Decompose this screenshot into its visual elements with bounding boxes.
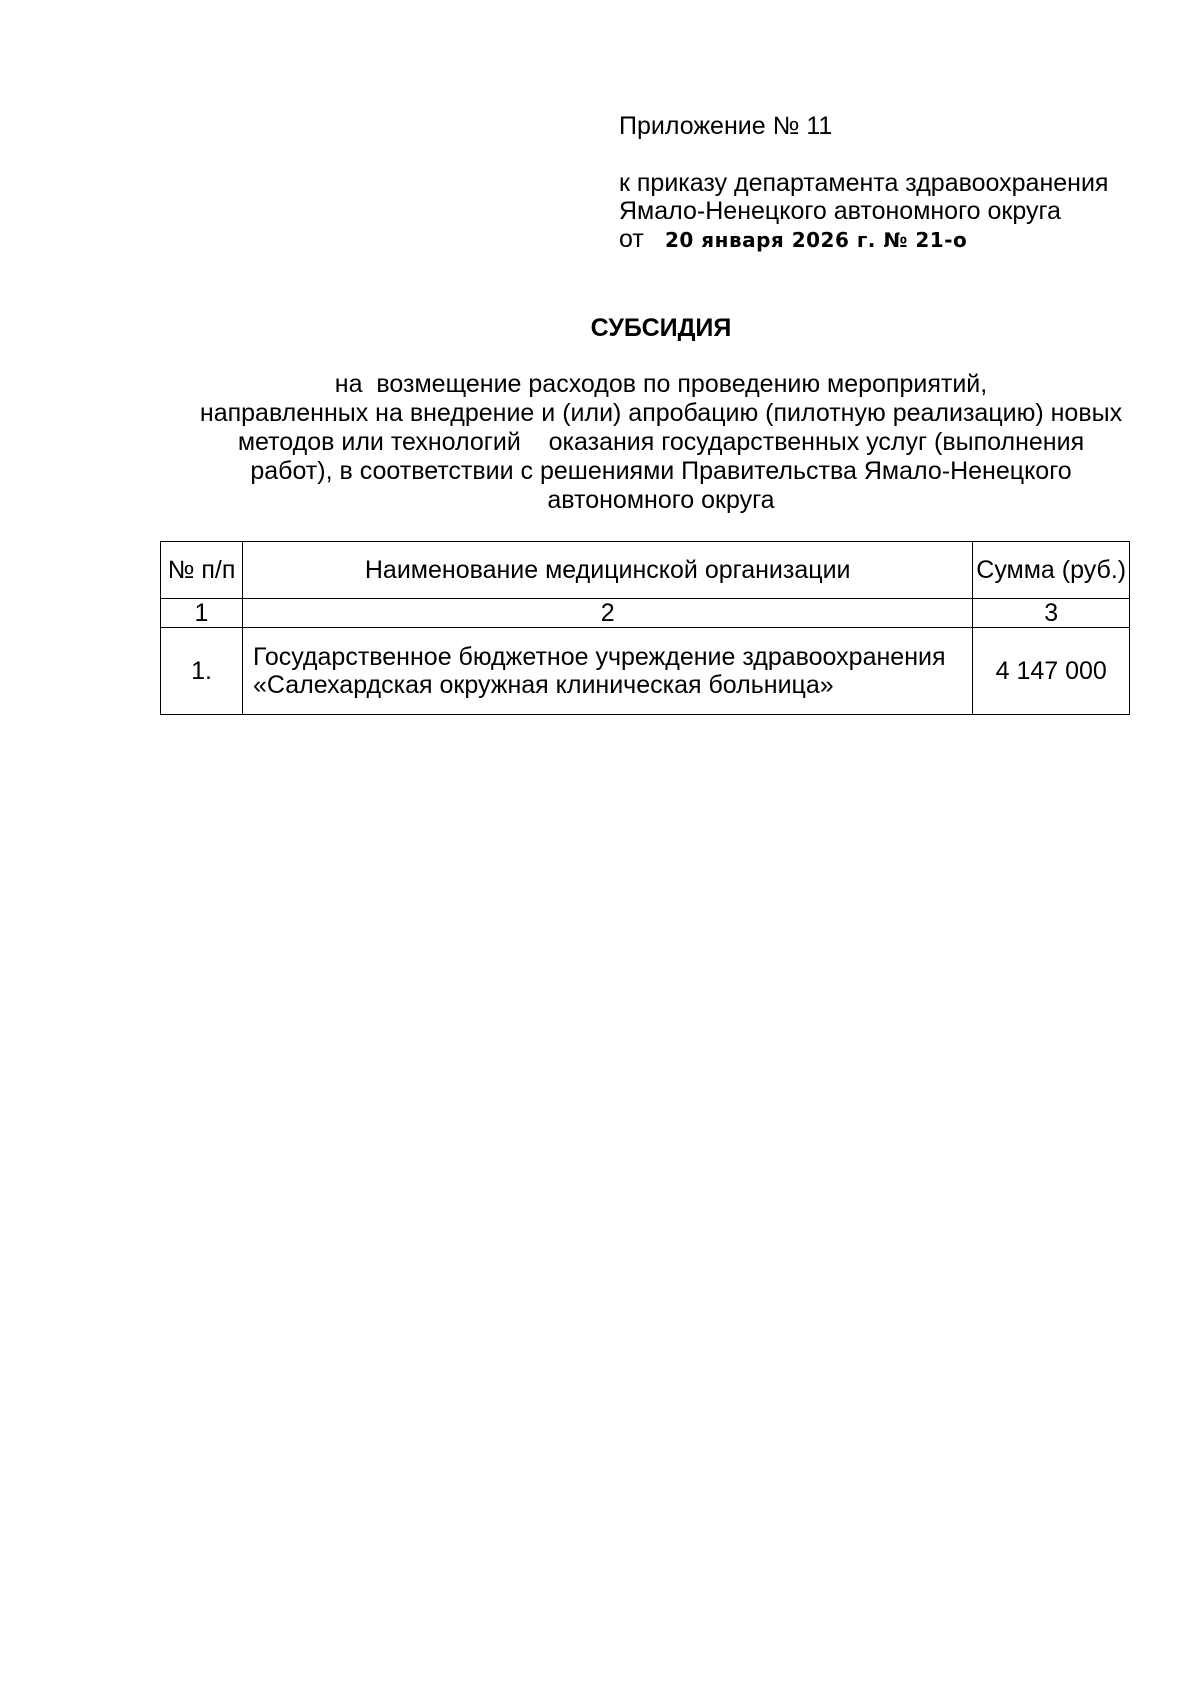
row-sum: 4 147 000 [973, 628, 1130, 715]
table-header-row [161, 542, 1130, 599]
table-column-index-row [161, 599, 1130, 628]
table-row [161, 628, 1130, 715]
appendix-region: Ямало-Ненецкого автономного округа [619, 197, 1061, 225]
subtitle-line: автономного округа [547, 486, 775, 514]
row-number: 1. [161, 628, 243, 715]
appendix-order-reference: к приказу департамента здравоохранения [619, 169, 1109, 197]
document-subtitle [166, 370, 1156, 515]
column-index-cell: 1 [161, 599, 243, 628]
order-date-value: 20 января 2026 г. № 21-о [665, 228, 968, 252]
appendix-title: Приложение № 11 [619, 112, 833, 140]
header-organization-name: Наименование медицинской организации [242, 542, 972, 599]
subsidy-table [160, 541, 1130, 715]
subtitle-line: методов или технологий оказания государственных услуг (выполнения [237, 428, 1085, 456]
header-number: № п/п [161, 542, 243, 599]
order-date-prefix: от [619, 225, 644, 253]
subtitle-line: на возмещение расходов по проведению мероприятий, [334, 370, 988, 398]
subtitle-line: работ), в соответствии с решениями Правительства Ямало-Ненецкого [250, 457, 1072, 485]
subtitle-line: направленных на внедрение и (или) апробацию (пилотную реализацию) новых [199, 399, 1123, 427]
order-date-line [619, 225, 1108, 254]
column-index-cell: 3 [973, 599, 1130, 628]
column-index-cell: 2 [242, 599, 972, 628]
document-title: СУБСИДИЯ [590, 314, 732, 342]
header-sum: Сумма (руб.) [973, 542, 1130, 599]
appendix-header [619, 112, 1108, 254]
row-organization-name: Государственное бюджетное учреждение здравоохранения «Салехардская окружная клиническая больница» [242, 628, 972, 715]
